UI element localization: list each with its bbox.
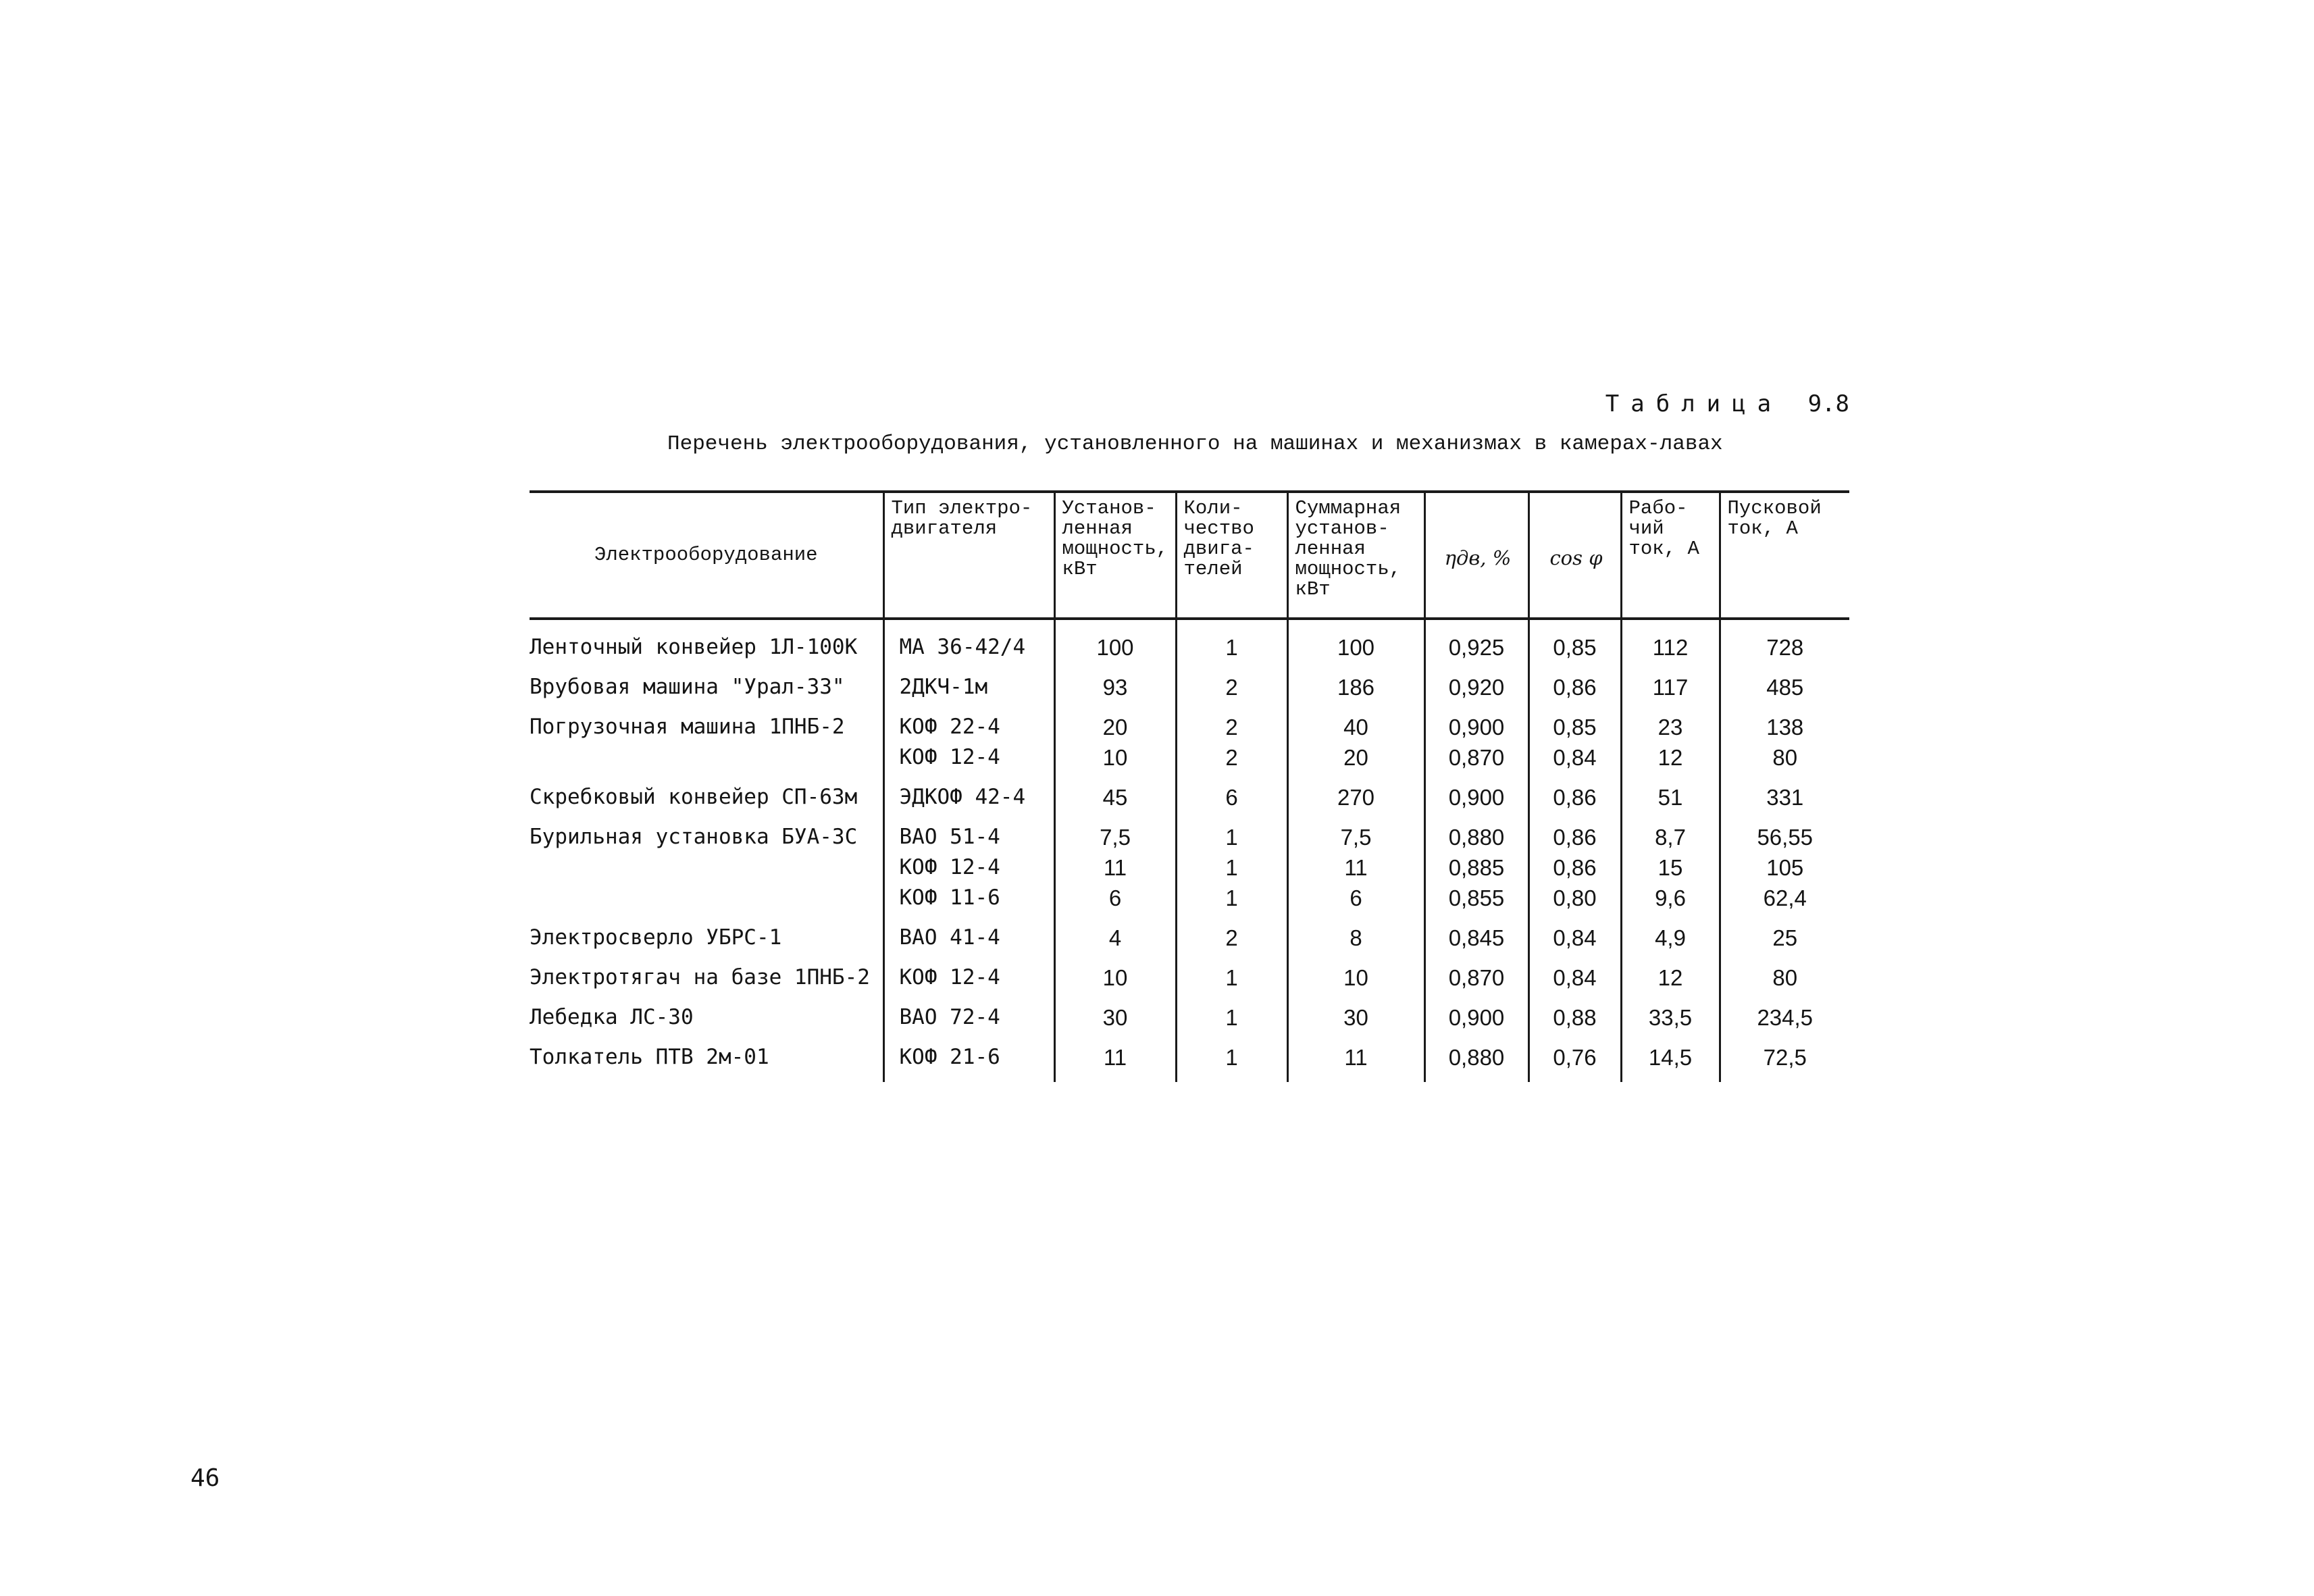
table-row [530,962,1849,1002]
table-row [530,712,1849,782]
working-current: 117 [1621,672,1720,712]
equipment-name: Лебедка ЛС-30 [530,1005,694,1029]
table-caption: Перечень электрооборудования, установленного на машинах и механизмах в камерах-лавах [667,432,1723,456]
motor-count: 6 [1176,782,1287,822]
installed-power: 11 [1054,1042,1176,1082]
starting-current: 234,5 [1720,1002,1849,1042]
equipment-name: Электротягач на базе 1ПНБ-2 [530,965,870,989]
working-current: 23 12 [1621,712,1720,782]
motor-type: МА 36-42/4 [883,619,1054,672]
efficiency: 0,845 [1424,923,1528,962]
motor-count: 2 2 [1176,712,1287,782]
table-row [530,672,1849,712]
starting-current: 72,5 [1720,1042,1849,1082]
equipment-name: Ленточный конвейер 1Л-100К [530,635,858,659]
total-power: 270 [1287,782,1424,822]
motor-type: ЭДКОФ 42-4 [883,782,1054,822]
efficiency: 0,880 0,885 0,855 [1424,822,1528,923]
efficiency: 0,900 0,870 [1424,712,1528,782]
installed-power: 10 [1054,962,1176,1002]
total-power: 30 [1287,1002,1424,1042]
working-current: 51 [1621,782,1720,822]
installed-power: 7,5 11 6 [1054,822,1176,923]
starting-current: 138 80 [1720,712,1849,782]
table-row [530,1002,1849,1042]
header-cos-phi: cos φ [1528,492,1621,619]
motor-count: 2 [1176,923,1287,962]
total-power: 100 [1287,619,1424,672]
motor-count: 1 [1176,1002,1287,1042]
cos-phi: 0,84 [1528,923,1621,962]
starting-current: 56,55 105 62,4 [1720,822,1849,923]
motor-count: 1 1 1 [1176,822,1287,923]
cos-phi: 0,84 [1528,962,1621,1002]
total-power: 11 [1287,1042,1424,1082]
efficiency: 0,925 [1424,619,1528,672]
working-current: 8,7 15 9,6 [1621,822,1720,923]
header-motor-type: Тип электро- двигателя [883,492,1054,619]
installed-power: 45 [1054,782,1176,822]
table-number [1605,390,1849,417]
cos-phi: 0,86 [1528,672,1621,712]
starting-current: 25 [1720,923,1849,962]
header-equipment: Электрооборудование [594,544,818,566]
header-starting-current: Пусковой ток, А [1720,492,1849,619]
equipment-name: Погрузочная машина 1ПНБ-2 [530,715,845,739]
efficiency: 0,900 [1424,1002,1528,1042]
header-motor-count: Коли- чество двига- телей [1176,492,1287,619]
starting-current: 80 [1720,962,1849,1002]
total-power: 186 [1287,672,1424,712]
header-working-current: Рабо- чий ток, А [1621,492,1720,619]
total-power: 8 [1287,923,1424,962]
motor-type: 2ДКЧ-1м [883,672,1054,712]
working-current: 14,5 [1621,1042,1720,1082]
table-row [530,923,1849,962]
motor-count: 2 [1176,672,1287,712]
efficiency: 0,900 [1424,782,1528,822]
total-power: 7,5 11 6 [1287,822,1424,923]
total-power: 40 20 [1287,712,1424,782]
motor-count: 1 [1176,619,1287,672]
installed-power: 93 [1054,672,1176,712]
installed-power: 30 [1054,1002,1176,1042]
cos-phi: 0,86 [1528,782,1621,822]
motor-type: КОФ 21-6 [883,1042,1054,1082]
cos-phi: 0,85 [1528,619,1621,672]
working-current: 33,5 [1621,1002,1720,1042]
table-body [530,619,1849,1082]
table-row [530,1042,1849,1082]
cos-phi: 0,86 0,86 0,80 [1528,822,1621,923]
motor-count: 1 [1176,962,1287,1002]
motor-type: ВАО 51-4 КОФ 12-4 КОФ 11-6 [883,822,1054,923]
installed-power: 100 [1054,619,1176,672]
total-power: 10 [1287,962,1424,1002]
table-row [530,619,1849,672]
cos-phi: 0,85 0,84 [1528,712,1621,782]
installed-power: 4 [1054,923,1176,962]
header-total-power: Суммарная установ- ленная мощность, кВт [1287,492,1424,619]
starting-current: 728 [1720,619,1849,672]
efficiency: 0,870 [1424,962,1528,1002]
header-row [530,492,1849,619]
starting-current: 485 [1720,672,1849,712]
motor-type: ВАО 41-4 [883,923,1054,962]
efficiency: 0,920 [1424,672,1528,712]
table-row [530,822,1849,923]
equipment-name: Толкатель ПТВ 2м-01 [530,1045,769,1069]
efficiency: 0,880 [1424,1042,1528,1082]
equipment-name: Врубовая машина "Урал-33" [530,675,845,699]
working-current: 112 [1621,619,1720,672]
equipment-name: Электросверло УБРС-1 [530,925,782,950]
equipment-table [530,490,1849,1082]
motor-count: 1 [1176,1042,1287,1082]
table-number-label: Таблица [1605,390,1783,417]
motor-type: ВАО 72-4 [883,1002,1054,1042]
starting-current: 331 [1720,782,1849,822]
motor-type: КОФ 22-4 КОФ 12-4 [883,712,1054,782]
installed-power: 20 10 [1054,712,1176,782]
table-row [530,782,1849,822]
header-installed-power: Установ- ленная мощность, кВт [1054,492,1176,619]
header-efficiency: ηдв, % [1424,492,1528,619]
working-current: 4,9 [1621,923,1720,962]
cos-phi: 0,88 [1528,1002,1621,1042]
working-current: 12 [1621,962,1720,1002]
motor-type: КОФ 12-4 [883,962,1054,1002]
equipment-name: Бурильная установка БУА-3С [530,825,858,849]
equipment-name: Скребковый конвейер СП-63м [530,785,858,809]
table-number-value: 9.8 [1807,390,1849,417]
page-number: 46 [190,1464,220,1492]
cos-phi: 0,76 [1528,1042,1621,1082]
